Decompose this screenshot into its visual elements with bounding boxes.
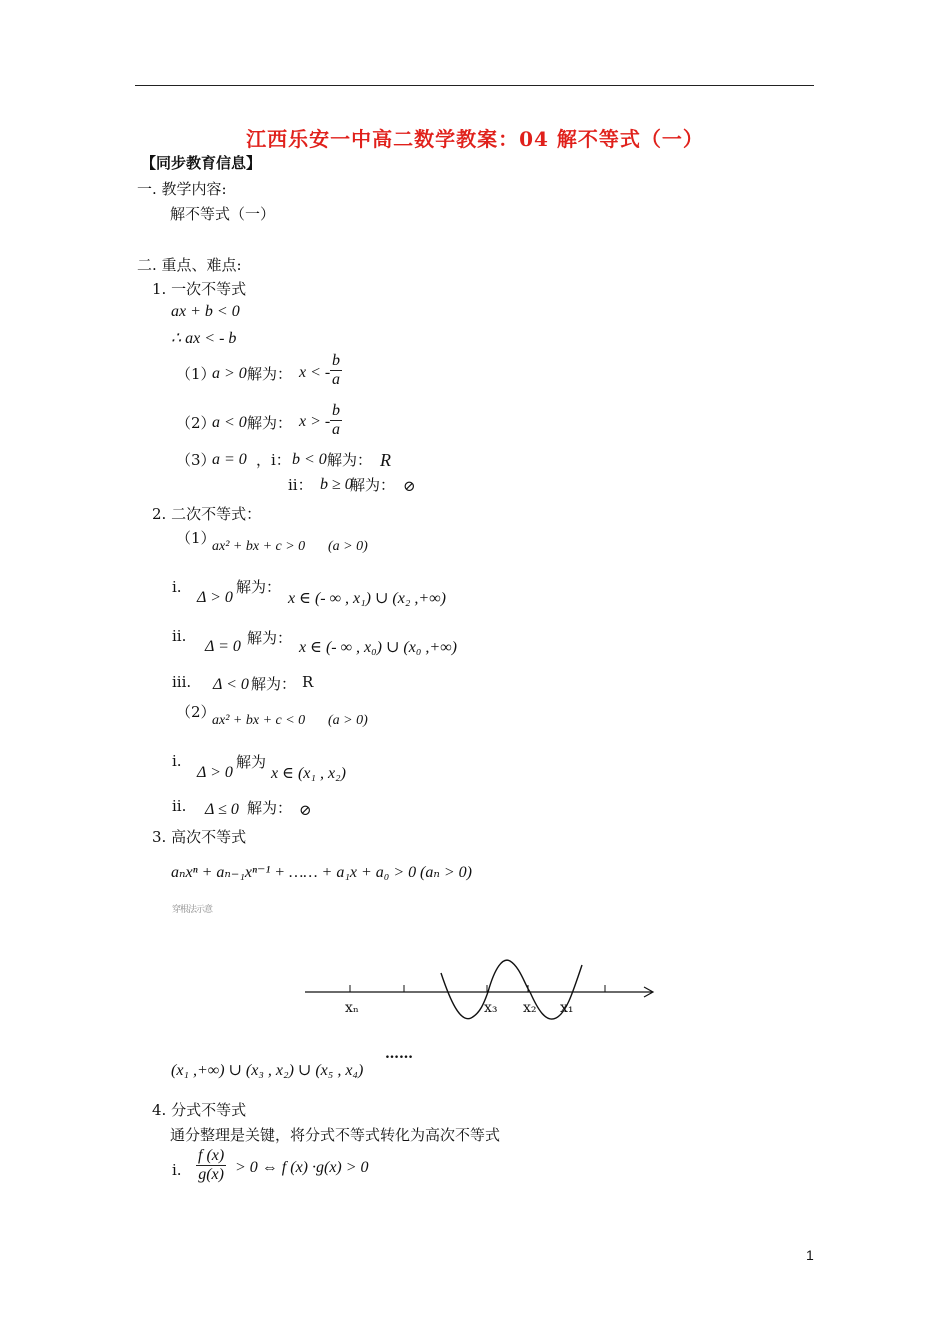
quad-2i-label: i. [172, 752, 182, 770]
case-3-cond: a = 0 [212, 451, 247, 468]
section-2-heading: 二. 重点、难点: [137, 256, 242, 274]
quad-2-label: （2） [176, 703, 216, 721]
linear-heading: 1. 一次不等式 [152, 280, 247, 298]
quad-2i-result: x ∈ (x₁ , x₂) [271, 765, 346, 782]
quad-1ii-label: ii. [172, 627, 187, 645]
quad-1-cond: (a > 0) [328, 539, 368, 554]
quad-1-eq: ax² + bx + c > 0 [212, 539, 306, 554]
quad-1ii-result: x ∈ (- ∞ , x₀) ∪ (x₀ ,+∞) [299, 639, 457, 656]
quad-2i-say: 解为 [236, 753, 267, 771]
frac-den: a [332, 371, 340, 389]
fractional-equivalence: > 0 ⇔ f (x) ·g(x) > 0 [235, 1159, 369, 1176]
case-3-sep: ，i： [256, 451, 291, 469]
quadratic-heading: 2. 二次不等式： [152, 505, 262, 523]
section-1-content: 解不等式（一） [170, 205, 276, 223]
continuation-dots: …… [385, 1046, 413, 1062]
faint-label: 穿根法示意 [172, 905, 213, 915]
case-3ii-label: ii： [288, 476, 313, 494]
header-rule [135, 85, 814, 86]
case-2-say: 解为： [247, 414, 293, 432]
quad-2ii-say: 解为： [247, 799, 293, 817]
axis-label-xn: xₙ [345, 1000, 359, 1016]
frac-den: g(x) [198, 1166, 224, 1184]
case-3i-cond: b < 0 [292, 451, 327, 468]
frac-den: a [332, 421, 340, 439]
quad-1iii-label: iii. [172, 673, 192, 691]
frac-num: b [330, 402, 342, 421]
quad-1i-label: i. [172, 578, 182, 596]
case-3ii-cond: b ≥ 0 [320, 476, 353, 493]
empty-set-icon: ⊘ [403, 477, 416, 495]
higher-degree-cond: (aₙ > 0) [420, 864, 472, 881]
quad-2ii-cond: Δ ≤ 0 [205, 801, 239, 818]
quad-2-cond: (a > 0) [328, 713, 368, 728]
frac-num: b [330, 352, 342, 371]
fractional-i-label: i. [172, 1161, 182, 1179]
quad-2ii-label: ii. [172, 797, 187, 815]
sync-header: 【同步教育信息】 [141, 154, 262, 172]
case-1-label: （1） [176, 365, 216, 383]
quad-1i-result: x ∈ (- ∞ , x₁) ∪ (x₂ ,+∞) [288, 590, 446, 607]
axis-label-x2: x₂ [523, 1000, 537, 1016]
case-2-cond: a < 0 [212, 414, 247, 431]
fractional-heading: 4. 分式不等式 [152, 1101, 247, 1119]
axis-label-x3: x₃ [484, 1000, 498, 1016]
case-3ii-say: 解为： [350, 476, 396, 494]
fractional-description: 通分整理是关键，将分式不等式转化为高次不等式 [170, 1126, 501, 1144]
quad-2-eq: ax² + bx + c < 0 [212, 713, 306, 728]
quad-1-label: （1） [176, 529, 216, 547]
page-number: 1 [806, 1247, 814, 1263]
quad-1ii-say: 解为： [247, 629, 293, 647]
case-1-cond: a > 0 [212, 365, 247, 382]
higher-degree-eq: aₙxⁿ + aₙ₋₁xⁿ⁻¹ + …… + a₁x + a₀ > 0 [171, 864, 417, 881]
page-title: 江西乐安一中高二数学教案：04 解不等式（一） [246, 127, 704, 151]
quad-1i-say: 解为： [236, 578, 282, 596]
axis-label-x1: x₁ [560, 1000, 574, 1016]
quad-1iii-cond: Δ < 0 [213, 676, 249, 693]
case-3i-say: 解为： [327, 451, 373, 469]
higher-degree-heading: 3. 高次不等式 [152, 828, 247, 846]
higher-degree-solution: (x₁ ,+∞) ∪ (x₃ , x₂) ∪ (x₅ , x₄) [171, 1062, 364, 1079]
empty-set-icon: ⊘ [299, 801, 312, 819]
case-2-label: （2） [176, 414, 216, 432]
case-3-label: （3） [176, 451, 216, 469]
quad-1ii-cond: Δ = 0 [205, 638, 241, 655]
case-1-fraction [330, 352, 342, 390]
case-3i-result: R [380, 450, 391, 470]
linear-eq-2: ∴ ax < - b [171, 330, 237, 347]
frac-num: f (x) [196, 1147, 226, 1166]
case-2-fraction [330, 402, 342, 440]
quad-1iii-result: R [302, 673, 314, 691]
case-1-result: x < - [299, 364, 331, 381]
fractional-fraction [196, 1147, 226, 1185]
quad-2i-cond: Δ > 0 [197, 764, 233, 781]
section-1-heading: 一. 教学内容: [137, 180, 227, 198]
quad-1iii-say: 解为： [251, 675, 297, 693]
case-2-result: x > - [299, 413, 331, 430]
quad-1i-cond: Δ > 0 [197, 589, 233, 606]
case-1-say: 解为： [247, 365, 293, 383]
linear-eq-1: ax + b < 0 [171, 303, 240, 320]
sign-curve-diagram [300, 955, 660, 1030]
